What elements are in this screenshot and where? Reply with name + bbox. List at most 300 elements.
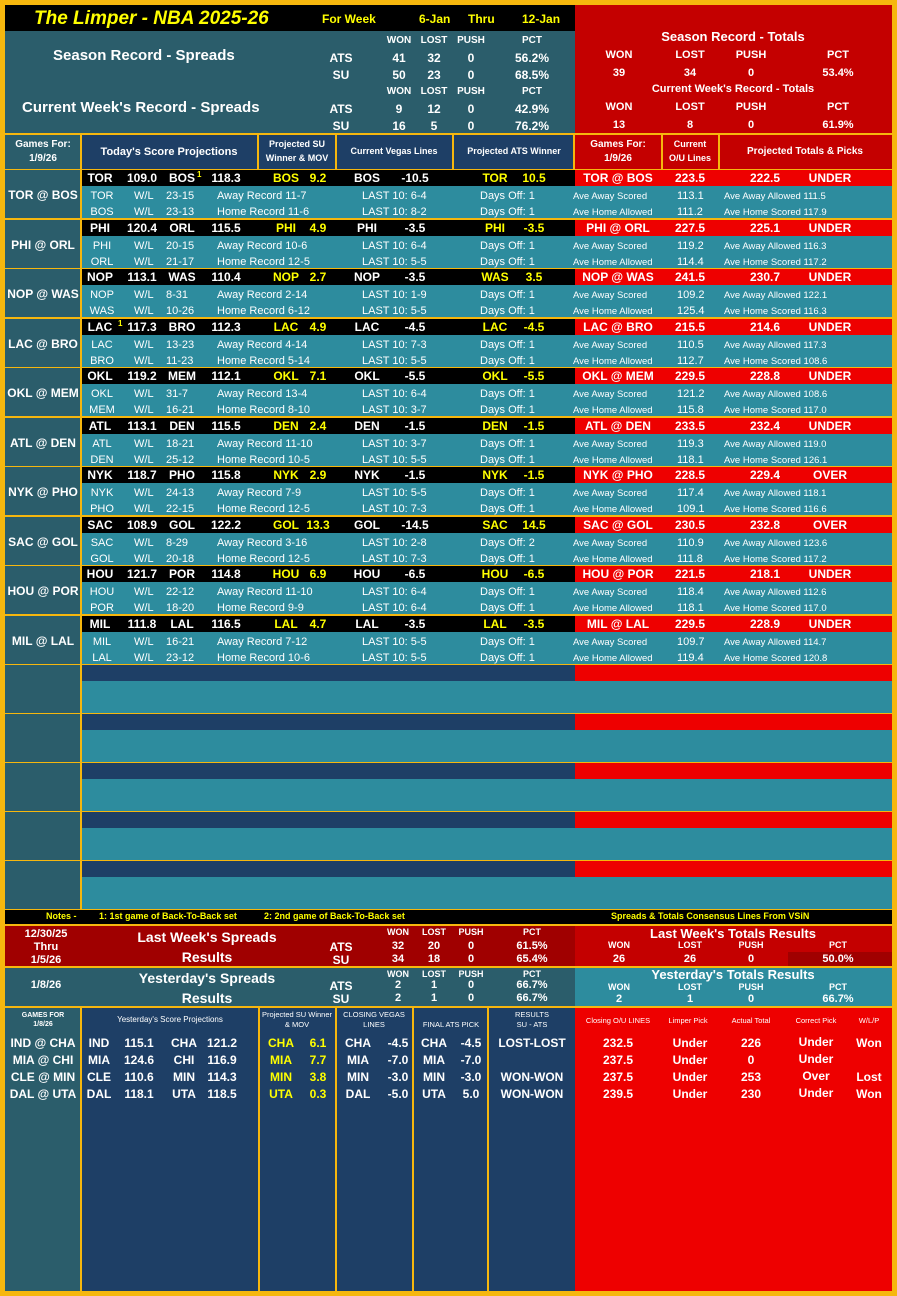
wl-value: 24-13 [166, 487, 195, 499]
ats-winner: WAS [481, 270, 509, 284]
su-mov: 2.4 [309, 419, 327, 433]
wl-label: W/L [134, 388, 154, 400]
season-spreads-col-push: PUSH [457, 35, 485, 46]
y-actual-total: 253 [740, 1070, 762, 1084]
y-result: LOST-LOST [498, 1036, 566, 1050]
ave-value: 117.4 [677, 487, 704, 499]
ou-line: 241.5 [674, 270, 706, 284]
wl-label: W/L [134, 553, 154, 565]
y-vegas-line: -5.0 [387, 1087, 409, 1101]
ave-value: 109.1 [677, 503, 705, 515]
detail-team: ORL [90, 256, 114, 268]
wl-label: W/L [134, 454, 154, 466]
vegas-team: GOL [354, 518, 380, 532]
last-week-lost: 20 [427, 940, 441, 952]
ave-allowed-value: Ave Home Scored 117.2 [724, 554, 827, 565]
wl-label: W/L [134, 586, 154, 598]
record-value: Home Record 11-6 [217, 206, 310, 218]
y-su-mov: 3.8 [309, 1070, 327, 1084]
projected-total: 218.1 [749, 567, 781, 581]
y-ats-team: MIN [423, 1070, 445, 1084]
away-team: MIL [89, 617, 111, 631]
yesterday-won: 2 [394, 979, 402, 991]
y-ats-line: -3.0 [460, 1070, 482, 1084]
vegas-line: -4.5 [404, 320, 426, 334]
record-value: Away Record 13-4 [217, 388, 308, 400]
season-spreads-push: 0 [467, 51, 475, 65]
season-totals-title: Season Record - Totals [661, 29, 805, 44]
ave-allowed-value: Ave Home Scored 117.0 [724, 603, 827, 614]
last-week-totals-col-lost: LOST [678, 940, 702, 950]
y-ou-line: 237.5 [602, 1053, 634, 1067]
wl-value: 13-23 [166, 339, 195, 351]
ave-allowed-value: Ave Home Scored 117.9 [724, 207, 827, 218]
y-home-team: UTA [172, 1087, 196, 1101]
ave-label: Ave Home Allowed [573, 306, 653, 317]
y-away-team: CLE [87, 1070, 111, 1084]
wl-value: 25-12 [166, 454, 195, 466]
detail-team: POR [90, 602, 114, 614]
ave-value: 119.2 [677, 240, 704, 252]
yesterday-totals-lost: 1 [686, 993, 694, 1005]
ou-line: 229.5 [674, 617, 706, 631]
detail-team: DEN [90, 454, 114, 466]
last-week-panel [5, 926, 575, 966]
projected-total: 232.8 [749, 518, 781, 532]
vegas-line: -1.5 [404, 419, 426, 433]
ave-value: 111.2 [677, 206, 703, 218]
yesterday-pct: 66.7% [516, 992, 548, 1004]
su-winner: LAC [273, 320, 299, 334]
su-winner: GOL [273, 518, 299, 532]
last-week-col-pct: PCT [523, 927, 541, 937]
ave-label: Ave Away Scored [573, 587, 648, 598]
record-value: Home Record 12-5 [217, 553, 310, 565]
y-vegas-line: -4.5 [387, 1036, 409, 1050]
ave-label: Ave Home Allowed [573, 603, 653, 614]
season-totals-pct: 53.4% [822, 67, 854, 79]
su-mov: 4.9 [309, 320, 327, 334]
detail-team: PHI [92, 240, 112, 252]
su-mov: 2.7 [309, 270, 327, 284]
ave-allowed-value: Ave Home Scored 116.6 [724, 504, 827, 515]
y-correct-pick: Under [798, 1035, 834, 1049]
y-limper-pick: Under [672, 1087, 708, 1101]
ave-label: Ave Away Scored [573, 439, 648, 450]
ave-label: Ave Away Scored [573, 191, 648, 202]
empty-detail-rows [82, 779, 892, 811]
away-team: OKL [87, 369, 113, 383]
ave-value: 121.2 [677, 388, 705, 400]
y-projections-header: Yesterday's Score Projections [117, 1015, 223, 1024]
su-mov: 4.9 [309, 221, 327, 235]
total-pick: UNDER [808, 320, 852, 334]
y-vegas-header-1: CLOSING VEGAS [343, 1010, 405, 1019]
proj-su-header-2: Winner & MOV [265, 153, 329, 163]
last-week-won: 34 [391, 953, 405, 965]
wl-value: 23-12 [166, 652, 195, 664]
y-matchup: IND @ CHA [10, 1036, 76, 1050]
wl-label: W/L [134, 652, 154, 664]
ave-label: Ave Home Allowed [573, 554, 653, 565]
ave-allowed-value: Ave Home Scored 117.0 [724, 405, 827, 416]
days-off-value: Days Off: 1 [480, 454, 535, 466]
week-spreads-label-ats: ATS [329, 102, 353, 116]
ave-allowed-value: Ave Away Allowed 114.7 [724, 637, 827, 648]
detail-team: SAC [90, 537, 114, 549]
away-score: 108.9 [126, 518, 158, 532]
ou-matchup: LAC @ BRO [583, 320, 653, 334]
record-value: Home Record 12-5 [217, 503, 310, 515]
last10-value: LAST 10: 5-5 [362, 454, 427, 466]
y-matchup: DAL @ UTA [9, 1087, 77, 1101]
ats-winner: OKL [482, 369, 508, 383]
ave-allowed-value: Ave Home Scored 116.3 [724, 306, 827, 317]
away-team: PHI [89, 221, 111, 235]
y-limper-pick: Under [672, 1070, 708, 1084]
vegas-team: LAC [354, 320, 380, 334]
total-pick: OVER [812, 518, 848, 532]
away-score: 113.1 [127, 419, 157, 433]
ats-line: -3.5 [523, 221, 545, 235]
y-ats-line: -4.5 [460, 1036, 482, 1050]
totals-pick-cell [716, 467, 892, 483]
last-week-thru: Thru [33, 941, 59, 953]
record-value: Away Record 4-14 [217, 339, 308, 351]
last-week-totals-pct: 50.0% [822, 953, 854, 965]
y-su-header-2: & MOV [284, 1020, 310, 1029]
ave-label: Ave Home Allowed [573, 455, 653, 466]
week-totals-won: 13 [612, 119, 626, 131]
total-pick: UNDER [808, 270, 852, 284]
empty-matchup-cell [5, 665, 80, 713]
last-week-from: 12/30/25 [24, 928, 68, 940]
y-correct-pick: Over [802, 1069, 830, 1083]
record-value: Away Record 7-9 [217, 487, 302, 499]
season-spreads-won: 50 [392, 68, 406, 82]
home-team: ORL [169, 221, 195, 235]
wl-label: W/L [134, 289, 154, 301]
away-team: ATL [88, 419, 112, 433]
season-spreads-col-pct: PCT [522, 35, 542, 46]
days-off-value: Days Off: 1 [480, 256, 535, 268]
detail-team: BRO [90, 355, 114, 367]
y-games-for-label: GAMES FOR [21, 1012, 65, 1019]
last10-value: LAST 10: 5-5 [362, 355, 427, 367]
y-ats-team: MIA [423, 1053, 445, 1067]
ave-allowed-value: Ave Away Allowed 112.6 [724, 587, 827, 598]
detail-team: HOU [89, 586, 115, 598]
ave-value: 118.1 [677, 602, 704, 614]
season-totals-col-pct: PCT [827, 49, 849, 61]
game-block [0, 170, 897, 218]
last10-value: LAST 10: 6-4 [362, 388, 427, 400]
ave-allowed-value: Ave Home Scored 108.6 [724, 356, 828, 367]
home-score: 115.8 [211, 468, 241, 482]
last-week-label-su: SU [332, 953, 350, 967]
y-matchup: MIA @ CHI [12, 1053, 74, 1067]
ats-winner: DEN [482, 419, 508, 433]
away-score: 113.1 [127, 270, 157, 284]
su-winner: NYK [273, 468, 299, 482]
season-totals-col-won: WON [605, 49, 633, 61]
season-totals-won: 39 [612, 67, 626, 79]
ou-matchup: MIL @ LAL [586, 617, 650, 631]
away-team: TOR [87, 171, 113, 185]
days-off-value: Days Off: 1 [480, 602, 535, 614]
games-for-label: Games For: [15, 139, 71, 150]
wl-label: W/L [134, 256, 154, 268]
yesterday-label-su: SU [332, 992, 350, 1006]
matchup-label: LAC @ BRO [8, 337, 78, 351]
matchup-label: NOP @ WAS [7, 287, 79, 301]
days-off-value: Days Off: 1 [480, 438, 535, 450]
empty-matchup-cell [5, 763, 80, 811]
page-title: The Limper - NBA 2025-26 [34, 8, 269, 29]
week-spreads-pct: 42.9% [514, 102, 550, 116]
ats-line: -1.5 [523, 468, 545, 482]
y-actual-header: Actual Total [731, 1016, 771, 1025]
y-vegas-team: MIN [347, 1070, 369, 1084]
ave-label: Ave Away Scored [573, 538, 648, 549]
ave-label: Ave Home Allowed [573, 405, 653, 416]
home-team: GOL [169, 518, 195, 532]
wl-label: W/L [134, 339, 154, 351]
days-off-value: Days Off: 1 [480, 503, 535, 515]
y-actual-total: 230 [740, 1087, 762, 1101]
yesterday-totals-pct: 66.7% [822, 993, 854, 1005]
detail-team: OKL [90, 388, 114, 400]
week-spreads-won: 16 [392, 119, 406, 133]
yesterday-col-push: PUSH [458, 969, 484, 979]
empty-matchup-cell [5, 861, 80, 909]
projected-total: 232.4 [749, 419, 781, 433]
last-week-push: 0 [467, 940, 475, 952]
last-week-col-lost: LOST [422, 927, 446, 937]
away-team: LAC [87, 320, 113, 334]
ave-value: 112.7 [677, 355, 704, 367]
y-home-score: 121.2 [206, 1036, 238, 1050]
ats-winner: TOR [482, 171, 508, 185]
record-value: Away Record 11-7 [217, 190, 307, 202]
days-off-value: Days Off: 2 [480, 537, 535, 549]
detail-team: LAL [92, 652, 112, 664]
season-spreads-title: Season Record - Spreads [53, 47, 235, 64]
record-value: Home Record 6-12 [217, 305, 310, 317]
ave-value: 119.4 [677, 652, 704, 664]
week-totals-col-lost: LOST [675, 101, 705, 113]
ats-line: 10.5 [522, 171, 546, 185]
totals-pick-cell [716, 368, 892, 384]
record-value: Home Record 10-6 [217, 652, 310, 664]
vegas-team: NYK [354, 468, 380, 482]
ou-line: 229.5 [674, 369, 706, 383]
last10-value: LAST 10: 5-5 [362, 487, 427, 499]
home-team: PHO [168, 468, 196, 482]
y-ats-team: CHA [421, 1036, 447, 1050]
ou-line: 221.5 [674, 567, 706, 581]
ave-allowed-value: Ave Home Scored 126.1 [724, 455, 828, 466]
days-off-value: Days Off: 1 [480, 240, 535, 252]
wl-value: 23-13 [166, 206, 195, 218]
yesterday-totals-col-lost: LOST [678, 982, 702, 992]
wl-value: 11-23 [166, 355, 194, 367]
projected-total: 214.6 [749, 320, 781, 334]
y-ats-header: FINAL ATS PICK [422, 1020, 480, 1029]
days-off-value: Days Off: 1 [480, 388, 535, 400]
ave-allowed-value: Ave Home Scored 117.2 [724, 257, 827, 268]
wl-value: 16-21 [166, 636, 195, 648]
season-spreads-col-won: WON [386, 35, 412, 46]
yesterday-totals-won: 2 [615, 993, 623, 1005]
y-ou-header: Closing O/U LINES [585, 1016, 651, 1025]
projected-total: 228.9 [749, 617, 781, 631]
wl-value: 10-26 [166, 305, 195, 317]
wl-value: 18-21 [166, 438, 195, 450]
matchup-label: NYK @ PHO [8, 485, 78, 499]
home-team: LAL [170, 617, 194, 631]
y-away-team: IND [88, 1036, 110, 1050]
away-score: 109.0 [126, 171, 158, 185]
record-value: Home Record 12-5 [217, 256, 310, 268]
y-ou-line: 232.5 [602, 1036, 634, 1050]
last10-value: LAST 10: 3-7 [362, 438, 427, 450]
y-home-score: 116.9 [207, 1053, 237, 1067]
week-spreads-col-won: WON [386, 86, 412, 97]
week-spreads-col-lost: LOST [420, 86, 448, 97]
ave-label: Ave Away Scored [573, 340, 648, 351]
detail-team: GOL [90, 553, 114, 565]
record-value: Away Record 3-16 [217, 537, 308, 549]
note-2: 2: 2nd game of Back-To-Back set [264, 911, 405, 921]
y-su-team: MIN [270, 1070, 292, 1084]
yesterday-won: 2 [394, 992, 402, 1004]
days-off-value: Days Off: 1 [480, 404, 535, 416]
matchup-label: HOU @ POR [7, 584, 79, 598]
detail-team: WAS [89, 305, 115, 317]
yesterday-title: Yesterday's Spreads [138, 970, 276, 986]
wl-label: W/L [134, 355, 154, 367]
matchup-label: MIL @ LAL [11, 634, 75, 648]
week-spreads-pct: 76.2% [514, 119, 550, 133]
ou-matchup: NOP @ WAS [582, 270, 654, 284]
week-totals-title: Current Week's Record - Totals [651, 83, 815, 95]
record-value: Home Record 10-5 [217, 454, 310, 466]
y-away-score: 118.1 [124, 1087, 154, 1101]
last10-value: LAST 10: 6-4 [362, 602, 427, 614]
ou-matchup: PHI @ ORL [586, 221, 650, 235]
ou-line: 228.5 [674, 468, 706, 482]
ave-label: Ave Home Allowed [573, 207, 653, 218]
season-spreads-col-lost: LOST [420, 35, 448, 46]
home-score: 114.8 [211, 567, 241, 581]
ave-value: 109.2 [677, 289, 705, 301]
yesterday-col-lost: LOST [422, 969, 446, 979]
su-winner: HOU [272, 567, 300, 581]
ats-line: -5.5 [523, 369, 545, 383]
season-spreads-label-ats: ATS [329, 51, 353, 65]
y-vegas-line: -3.0 [387, 1070, 409, 1084]
ou-line: 223.5 [674, 171, 706, 185]
matchup-label: TOR @ BOS [8, 188, 78, 202]
record-value: Home Record 8-10 [217, 404, 310, 416]
ave-allowed-value: Ave Away Allowed 119.0 [724, 439, 827, 450]
ou-matchup: TOR @ BOS [583, 171, 653, 185]
totals-pick-cell [716, 418, 892, 434]
last-week-totals-col-pct: PCT [829, 940, 847, 950]
last10-value: LAST 10: 7-3 [362, 553, 427, 565]
totals-pick-cell [716, 319, 892, 335]
away-score: 120.4 [126, 221, 158, 235]
season-spreads-won: 41 [392, 51, 406, 65]
total-pick: UNDER [808, 419, 852, 433]
last10-value: LAST 10: 6-4 [362, 240, 427, 252]
ave-label: Ave Away Scored [573, 241, 648, 252]
days-off-value: Days Off: 1 [480, 305, 535, 317]
wl-value: 8-29 [166, 537, 189, 549]
away-score: 118.7 [127, 468, 157, 482]
y-ou-line: 237.5 [602, 1070, 634, 1084]
su-mov: 13.3 [306, 518, 330, 532]
yesterday-totals-title: Yesterday's Totals Results [651, 967, 815, 982]
last-week-title: Last Week's Spreads [137, 929, 277, 945]
y-games-for-date: 1/8/26 [33, 1021, 53, 1028]
last-week-col-push: PUSH [458, 927, 484, 937]
away-team: SAC [87, 518, 113, 532]
empty-detail-rows [82, 877, 892, 909]
notes-label: Notes - [46, 911, 77, 921]
week-spreads-lost: 5 [430, 119, 438, 133]
last10-value: LAST 10: 7-3 [362, 503, 427, 515]
y-vegas-header-2: LINES [363, 1020, 385, 1029]
ave-allowed-value: Ave Away Allowed 117.3 [724, 340, 827, 351]
projected-total: 230.7 [749, 270, 781, 284]
source-note: Spreads & Totals Consensus Lines From VSiN [611, 911, 810, 921]
last-week-label-ats: ATS [329, 940, 353, 954]
vegas-team: NOP [353, 270, 381, 284]
ave-allowed-value: Ave Away Allowed 111.5 [724, 191, 826, 202]
record-value: Home Record 5-14 [217, 355, 310, 367]
ave-value: 110.5 [677, 339, 704, 351]
detail-team: NOP [90, 289, 114, 301]
y-su-mov: 6.1 [309, 1036, 327, 1050]
y-away-score: 115.1 [124, 1036, 154, 1050]
for-week-label: For Week [322, 12, 376, 26]
su-mov: 7.1 [309, 369, 327, 383]
total-pick: UNDER [808, 171, 852, 185]
ats-winner: PHI [484, 221, 506, 235]
su-winner: BOS [272, 171, 300, 185]
total-pick: UNDER [808, 617, 852, 631]
vegas-team: PHI [356, 221, 378, 235]
y-home-team: CHI [173, 1053, 195, 1067]
games-for-date-right: 1/9/26 [604, 153, 632, 164]
ave-label: Ave Home Allowed [573, 504, 653, 515]
back-to-back-mark: 1 [197, 170, 202, 179]
vegas-team: LAL [355, 617, 379, 631]
home-score: 112.3 [211, 320, 241, 334]
totals-pick-cell [716, 269, 892, 285]
y-su-mov: 7.7 [309, 1053, 327, 1067]
ats-line: 3.5 [525, 270, 543, 284]
y-results-header-1: RESULTS [514, 1010, 550, 1019]
projected-total: 225.1 [749, 221, 781, 235]
ats-winner: NYK [482, 468, 508, 482]
days-off-value: Days Off: 1 [480, 355, 535, 367]
game-block [0, 616, 897, 664]
y-actual-total: 0 [747, 1053, 755, 1067]
wl-label: W/L [134, 487, 154, 499]
